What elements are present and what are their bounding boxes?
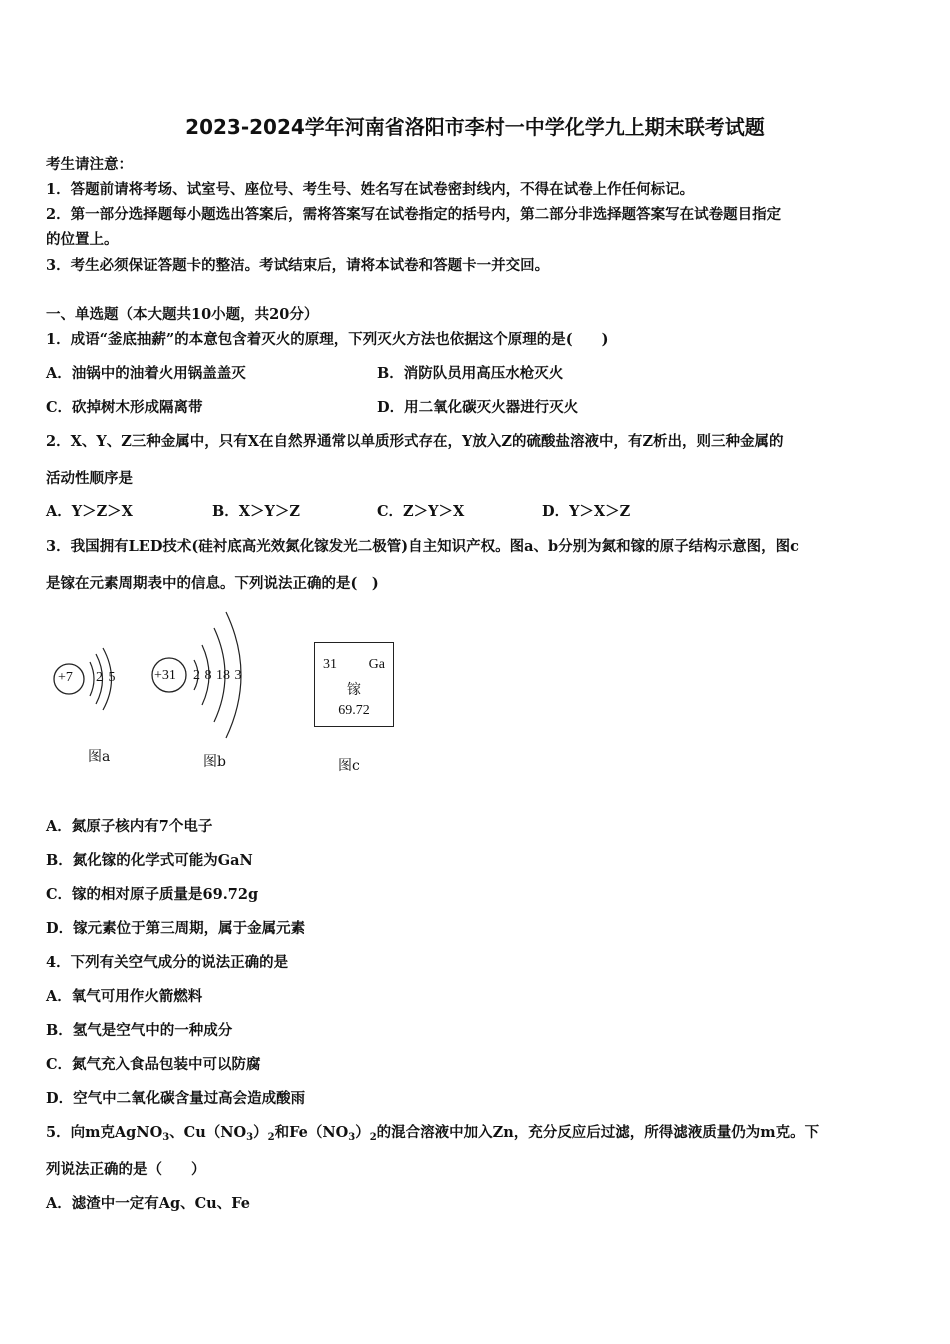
question-2-stem: 2．X、Y、Z三种金属中，只有X在自然界通常以单质形式存在，Y放入Z的硫酸盐溶液中，有Z析出，则三种金属的	[46, 433, 784, 450]
q2-option-d: D．Y＞X＞Z	[542, 503, 631, 520]
question-3-stem-cont: 是镓在元素周期表中的信息。下列说法正确的是( )	[46, 575, 379, 592]
question-2-stem-cont: 活动性顺序是	[46, 470, 133, 487]
notice-item: 的位置上。	[46, 231, 119, 248]
notice-item: 1．答题前请将考场、试室号、座位号、考生号、姓名写在试卷密封线内，不得在试卷上作任何标记。	[46, 181, 695, 198]
q4-option-a: A．氧气可用作火箭燃料	[46, 988, 203, 1005]
q1-option-b: B．消防队员用高压水枪灭火	[377, 365, 564, 382]
q4-option-b: B．氢气是空气中的一种成分	[46, 1022, 233, 1039]
question-4-stem: 4．下列有关空气成分的说法正确的是	[46, 954, 289, 971]
gallium-electron-shells: 2 8 18 3	[193, 668, 242, 683]
q1-option-c: C．砍掉树木形成隔离带	[46, 399, 203, 416]
q5-option-a: A．滤渣中一定有Ag、Cu、Fe	[46, 1195, 250, 1212]
atomic-mass: 69.72	[338, 703, 370, 718]
q4-option-d: D．空气中二氧化碳含量过高会造成酸雨	[46, 1090, 306, 1107]
q3-option-d: D．镓元素位于第三周期，属于金属元素	[46, 920, 306, 937]
gallium-element-card	[314, 642, 394, 727]
element-name: 镓	[347, 682, 361, 698]
q2-option-b: B．X＞Y＞Z	[212, 503, 300, 520]
section-heading: 一、单选题（本大题共10小题，共20分）	[46, 306, 319, 323]
question-1-stem: 1．成语“釜底抽薪”的本意包含着灭火的原理，下列灭火方法也依据这个原理的是( )	[46, 331, 609, 348]
question-3-stem: 3．我国拥有LED技术(硅衬底高光效氮化镓发光二极管)自主知识产权。图a、b分别为氮和镓的原子结构示意图，图c	[46, 538, 799, 555]
notice-item: 3．考生必须保证答题卡的整洁。考试结束后，请将本试卷和答题卡一并交回。	[46, 257, 550, 274]
q2-option-a: A．Y＞Z＞X	[46, 503, 133, 520]
gallium-nucleus-charge: +31	[154, 668, 176, 683]
q3-option-a: A．氮原子核内有7个电子	[46, 818, 213, 835]
atomic-number: 31	[323, 657, 337, 672]
q3-option-c: C．镓的相对原子质量是69.72g	[46, 886, 259, 903]
figure-a-caption: 图a	[88, 749, 111, 765]
q2-option-c: C．Z＞Y＞X	[377, 503, 465, 520]
question-5-stem: 5．向m克AgNO$_3$、$Cu(NO_3)_2$和$Fe(NO_3)_2$的混合溶液中加入Zn，充分反应后过滤，所得滤液质量仍为m克。下	[46, 1124, 820, 1143]
figure-b-caption: 图b	[203, 754, 226, 770]
element-symbol: Ga	[368, 657, 385, 672]
nitrogen-electron-shells: 2 5	[96, 670, 116, 685]
notice-heading: 考生请注意：	[46, 156, 133, 173]
question-5-stem-cont: 列说法正确的是（ ）	[46, 1161, 206, 1178]
q3-option-b: B．氮化镓的化学式可能为GaN	[46, 852, 253, 869]
q1-option-a: A．油锅中的油着火用锅盖盖灭	[46, 365, 246, 382]
q4-option-c: C．氮气充入食品包装中可以防腐	[46, 1056, 261, 1073]
nitrogen-nucleus-charge: +7	[58, 670, 73, 685]
q1-option-d: D．用二氧化碳灭火器进行灭火	[377, 399, 579, 416]
notice-item: 2．第一部分选择题每小题选出答案后，需将答案写在试卷指定的括号内，第二部分非选择题答案写在试卷题目指定	[46, 206, 782, 223]
page-title: 2023-2024学年河南省洛阳市李村一中学化学九上期末联考试题	[185, 115, 765, 139]
figure-c-caption: 图c	[338, 758, 360, 774]
